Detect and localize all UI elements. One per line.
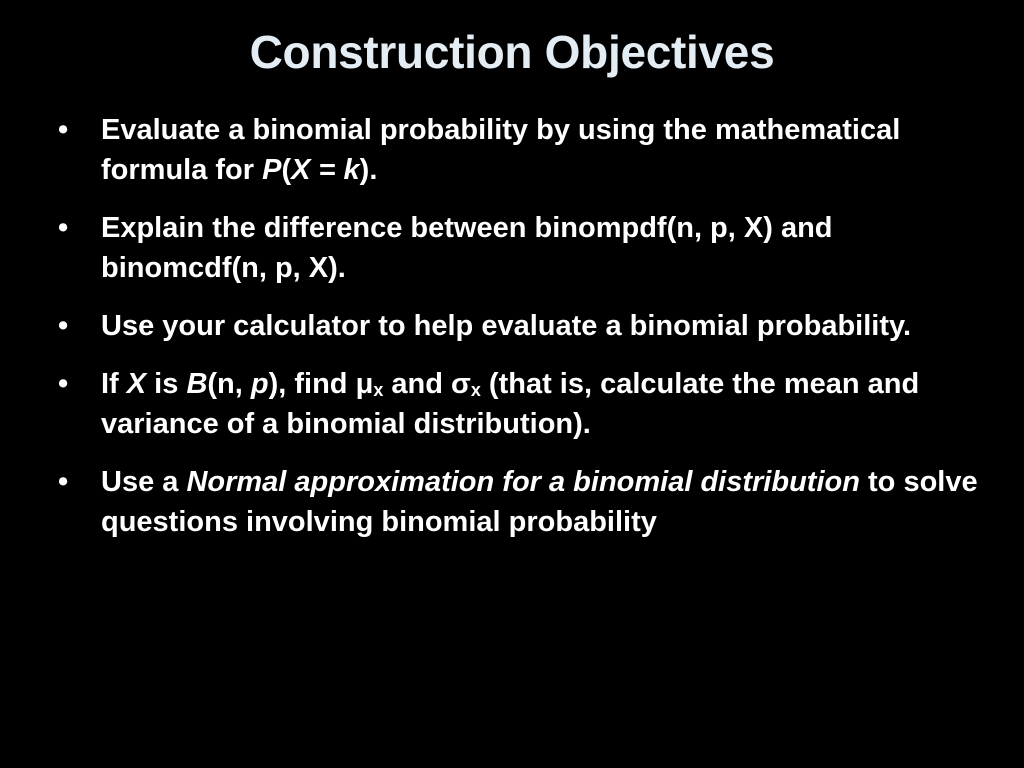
bullet-text-part: is	[146, 368, 187, 400]
list-item	[58, 110, 988, 190]
bullet-text-part: ), find μ	[268, 368, 374, 400]
bullet-text-part: Evaluate a binomial probability by using the mathematical formula for	[101, 114, 901, 186]
list-item	[58, 462, 988, 542]
bullet-text-part: (n,	[207, 368, 251, 400]
bullet-icon: •	[58, 114, 69, 146]
bullet-text	[101, 364, 988, 444]
bullet-text-part: to solve questions involving binomial probability	[101, 466, 978, 538]
bullet-text-part: and σ	[383, 368, 471, 400]
bullet-text-part: Use a	[101, 466, 187, 498]
variable-p: p	[250, 368, 269, 400]
bullet-text-part: If	[101, 368, 127, 400]
sigma-subscript: x	[470, 380, 481, 400]
slide-title: Construction Objectives	[249, 26, 775, 78]
binomial-b: B	[186, 368, 208, 400]
mu-subscript: x	[373, 380, 384, 400]
normal-approximation-phrase: Normal approximation for a binomial distribution	[186, 466, 860, 498]
list-item	[58, 208, 988, 288]
bullet-text: Explain the difference between binompdf(n, p, X) and binomcdf(n, p, X).	[101, 212, 833, 284]
bullet-text	[101, 462, 988, 542]
list-item	[58, 306, 988, 346]
equation-x-equals-k: X = k	[291, 154, 360, 186]
bullet-icon: •	[58, 212, 69, 244]
bullet-text: Use your calculator to help evaluate a binomial probability.	[101, 310, 912, 342]
bullet-icon: •	[58, 310, 69, 342]
bullet-icon: •	[58, 368, 69, 400]
bullet-icon: •	[58, 466, 69, 498]
variable-x: X	[126, 368, 147, 400]
bullet-text-part: (that is, calculate the mean and variance of a binomial distribution).	[101, 368, 920, 440]
objectives-list	[58, 110, 988, 560]
open-paren: (	[281, 154, 292, 186]
probability-symbol: P	[262, 154, 282, 186]
bullet-text	[101, 110, 988, 190]
close-paren: ).	[359, 154, 378, 186]
list-item	[58, 364, 988, 444]
